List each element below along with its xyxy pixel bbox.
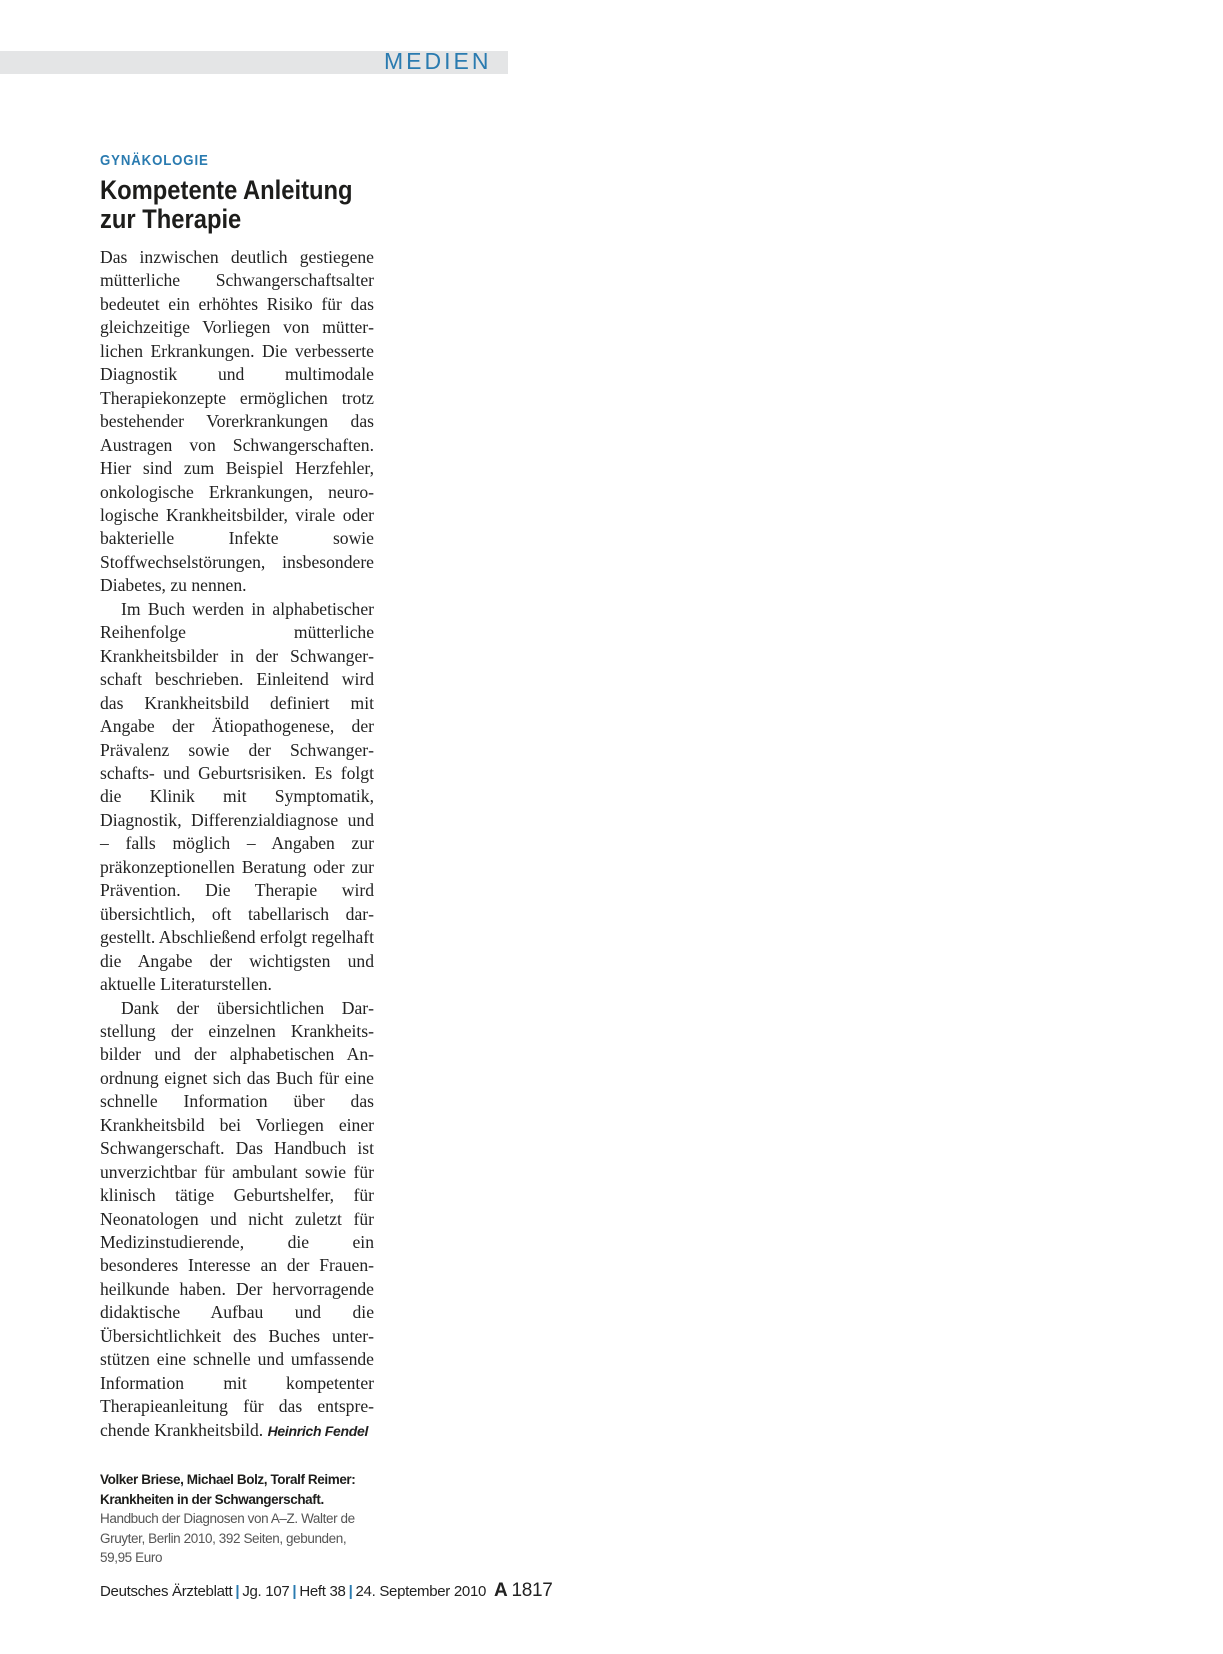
book-authors: Volker Briese, Michael Bolz, Toralf Reimer: xyxy=(100,1472,356,1487)
journal-volume: Jg. 107 xyxy=(242,1583,290,1600)
page-letter: A xyxy=(494,1580,508,1601)
section-label: MEDIEN xyxy=(384,48,492,74)
title-line-1: Kompetente Anleitung xyxy=(100,175,353,205)
separator: | xyxy=(348,1583,353,1600)
review-author: Heinrich Fendel xyxy=(267,1422,369,1439)
separator: | xyxy=(235,1583,240,1600)
paragraph-3-text: Dank der übersichtlichen Darstellung der einzelnen Krankheitsbilder und der alphabetischen Anordnung eignet sich das Buch für eine schnelle Information über das Krankheitsbild bei Vorliegen einer Schwangerschaft. Das Handbuch ist unverzichtbar für ambulant sowie für klinisch tätige Geburtshelfer, für Neonatologen und nicht zuletzt für Medizinstudierende, die ein besonderes Interesse an der Frauenheilkunde haben. Der hervorragende didaktische Aufbau und die Übersichtlichkeit des Buches unterstützen eine schnelle und umfassende Information mit kompetenter Therapieanleitung für das entsprechende Krankheitsbild. xyxy=(100,997,374,1440)
book-reference xyxy=(100,1470,374,1568)
page-number: 1817 xyxy=(511,1580,553,1601)
article-kicker: GYNÄKOLOGIE xyxy=(100,152,209,169)
paragraph-3 xyxy=(100,997,374,1444)
article-body xyxy=(100,246,374,1443)
journal-issue: Heft 38 xyxy=(299,1583,346,1600)
journal-name: Deutsches Ärzteblatt xyxy=(100,1583,233,1600)
article-title xyxy=(100,176,382,234)
book-title: Krankheiten in der Schwangerschaft. xyxy=(100,1491,324,1507)
issue-date: 24. September 2010 xyxy=(355,1583,487,1600)
paragraph-1: Das inzwischen deutlich gestiegene mütterliche Schwangerschaftsalter bedeutet ein erhöhtes Risiko für das gleichzeitige Vorliegen von mütterlichen Erkrankungen. Die verbesserte Diagnostik und multimodale Therapiekonzepte ermöglichen trotz bestehender Vorerkrankungen das Austragen von Schwangerschaften. Hier sind zum Beispiel Herzfehler, onkologische Erkrankungen, neurologische Krankheitsbilder, virale oder bakterielle Infekte sowie Stoffwechselstörungen, insbesondere Diabetes, zu nennen. xyxy=(100,247,374,596)
title-line-2: zur Therapie xyxy=(100,204,242,234)
separator: | xyxy=(292,1583,297,1600)
paragraph-2: Im Buch werden in alphabetischer Reihenfolge mütterliche Krankheitsbilder in der Schwangerschaft beschrieben. Einleitend wird das Krankheitsbild definiert mit Angabe der Ätiopathogenese, der Prävalenz sowie der Schwangerschafts- und Geburtsrisiken. Es folgt die Klinik mit Symptomatik, Diagnostik, Differenzialdiagnose und – falls möglich – Angaben zur präkonzeptionellen Beratung oder zur Prävention. Die Therapie wird übersichtlich, oft tabellarisch dargestellt. Abschließend erfolgt regelhaft die Angabe der wichtigsten und aktuelle Literaturstellen. xyxy=(100,598,374,995)
article xyxy=(100,150,374,1443)
page-footer xyxy=(100,1578,553,1604)
book-details: Handbuch der Diagnosen von A–Z. Walter de Gruyter, Berlin 2010, 392 Seiten, gebunden, 59,95 Euro xyxy=(100,1511,355,1565)
